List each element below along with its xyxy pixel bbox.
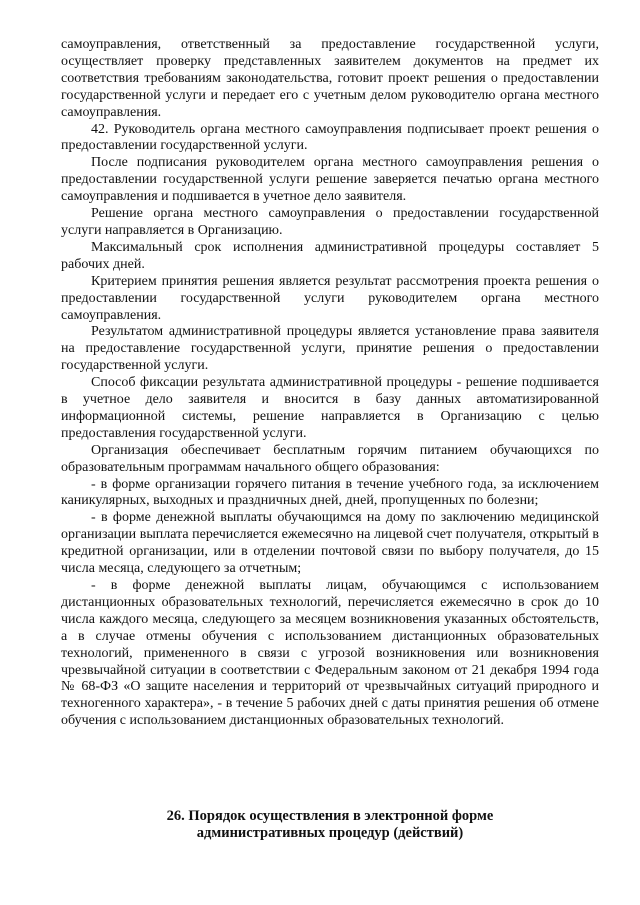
document-body (61, 37, 599, 730)
paragraph-max-term: Максимальный срок исполнения административной процедуры составляет 5 рабочих дней. (61, 239, 599, 272)
paragraph-criterion: Критерием принятия решения является результат рассмотрения проекта решения о предоставлении государственной услуги руководителем органа местного самоуправления. (61, 273, 599, 323)
paragraph-result: Результатом административной процедуры является установление права заявителя на предоставление государственной услуги, принятие решения о предоставлении государственной услуги. (61, 324, 599, 374)
paragraph-42: 42. Руководитель органа местного самоуправления подписывает проект решения о предоставлении государственной услуги. (61, 121, 599, 154)
paragraph-organization: Организация обеспечивает бесплатным горячим питанием обучающихся по образовательным программам начального общего образования: (61, 442, 599, 475)
paragraph-signing: После подписания руководителем органа местного самоуправления решения о предоставлении государственной услуги решение заверяется печатью органа местного самоуправления и подшивается в учетное дело заявителя. (61, 155, 599, 205)
list-item-home-payment: - в форме денежной выплаты обучающимся на дому по заключению медицинской организации выплата перечисляется ежемесячно на лицевой счет получателя, открытый в кредитной организации, или в отделении почтовой связи по выбору получателя, до 15 числа месяца, следующего за отчетным; (61, 510, 599, 577)
paragraph-fixation: Способ фиксации результата административной процедуры - решение подшивается в учетное дело заявителя и вносится в базу данных автоматизированной информационной системы, решение направляется в Организацию с целью предоставления государственной услуги. (61, 375, 599, 441)
section-heading (61, 808, 599, 842)
paragraph-continuation: самоуправления, ответственный за предоставление государственной услуги, осуществляет проверку представленных заявителем документов на предмет их соответствия требованиям законодательства, готовит проект решения о предоставлении государственной услуги и передает его с учетным делом руководителю органа местного самоуправления. (61, 37, 599, 120)
list-item-hot-meals: - в форме организации горячего питания в течение учебного года, за исключением каникулярных, выходных и праздничных дней, дней, пропущенных по болезни; (61, 476, 599, 509)
section-heading-line-2: административных процедур (действий) (196, 825, 464, 841)
list-item-distance-payment: - в форме денежной выплаты лицам, обучающимся с использованием дистанционных образовательных технологий, перечисляется ежемесячно в срок до 10 числа каждого месяца, следующего за месяцем возникновения указанных обстоятельств, а в случае отмены обучения с использованием дистанционных образовательных технологий, примененного в связи с угрозой возникновения или возникновения чрезвычайной ситуации в соответствии с Федеральным законом от 21 декабря 1994 года № 68-ФЗ «О защите населения и территорий от чрезвычайных ситуаций природного и техногенного характера», - в течение 5 рабочих дней с даты принятия решения об отмене обучения с использованием дистанционных образовательных технологий. (61, 578, 599, 729)
paragraph-decision-sent: Решение органа местного самоуправления о предоставлении государственной услуги направляется в Организацию. (61, 206, 599, 238)
section-heading-line-1: 26. Порядок осуществления в электронной форме (166, 808, 494, 824)
